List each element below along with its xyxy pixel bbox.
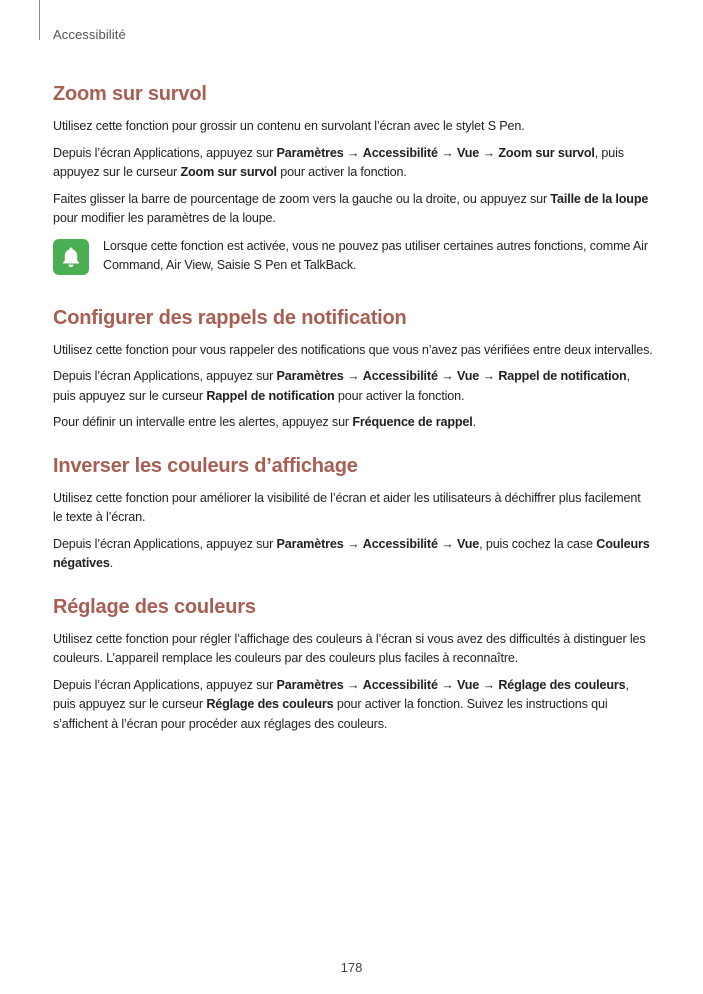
section-zoom-sur-survol xyxy=(53,83,653,277)
arrow: → xyxy=(343,536,363,551)
bold-text: Rappel de notification xyxy=(206,388,335,403)
arrow: → xyxy=(343,145,363,160)
paragraph xyxy=(53,413,653,433)
bold-text: Rappel de notification xyxy=(498,369,627,383)
text: Depuis l’écran Applications, appuyez sur xyxy=(53,536,277,551)
bold-text: Vue xyxy=(456,369,480,383)
bold-text: Fréquence de rappel xyxy=(352,415,473,429)
bold-text: Couleurs négatives xyxy=(53,536,650,570)
section-heading: Zoom sur survol xyxy=(53,83,207,105)
arrow: → xyxy=(437,145,457,160)
paragraph xyxy=(53,144,653,183)
section-inverser-couleurs xyxy=(53,455,653,574)
text: Depuis l’écran Applications, appuyez sur xyxy=(53,677,277,692)
paragraph: Utilisez cette fonction pour régler l’affichage des couleurs à l’écran si vous avez des difficultés à distinguer les couleurs. L’appareil remplace les couleurs par des couleurs plus faciles à reconnaître. xyxy=(53,631,646,665)
text: Depuis l’écran Applications, appuyez sur xyxy=(53,369,277,383)
text: . xyxy=(109,556,114,570)
bold-text: Accessibilité xyxy=(362,677,438,692)
paragraph xyxy=(53,367,653,406)
text: Depuis l’écran Applications, appuyez sur xyxy=(53,145,277,160)
page-number: 178 xyxy=(340,960,363,975)
arrow: → xyxy=(437,369,457,383)
paragraph: Utilisez cette fonction pour grossir un contenu en survolant l’écran avec le stylet S Pen. xyxy=(53,119,525,133)
text: , puis appuyez sur le curseur xyxy=(53,145,624,179)
page-content xyxy=(53,83,653,756)
bold-text: Zoom sur survol xyxy=(180,165,277,179)
bold-text: Accessibilité xyxy=(362,536,438,551)
text: pour modifier les paramètres de la loupe. xyxy=(53,211,276,225)
arrow: → xyxy=(343,369,363,383)
arrow: → xyxy=(437,536,457,551)
bold-text: Réglage des couleurs xyxy=(206,697,334,711)
arrow: → xyxy=(343,677,363,692)
text: Pour définir un intervalle entre les alertes, appuyez sur xyxy=(53,415,353,429)
section-heading: Inverser les couleurs d’affichage xyxy=(53,454,358,477)
arrow: → xyxy=(437,677,457,692)
bold-text: Paramètres xyxy=(276,677,344,692)
section-rappels-notification xyxy=(53,307,653,433)
text: , puis cochez la case xyxy=(479,536,597,551)
bold-text: Réglage des couleurs xyxy=(498,677,626,692)
bold-text: Paramètres xyxy=(276,536,344,551)
section-heading: Configurer des rappels de notification xyxy=(53,306,407,329)
bold-text: Taille de la loupe xyxy=(550,191,649,206)
text: , puis appuyez sur le curseur xyxy=(53,369,630,403)
paragraph xyxy=(53,190,653,229)
text: , puis appuyez sur le curseur xyxy=(53,677,629,711)
note-text: Lorsque cette fonction est activée, vous ne pouvez pas utiliser certaines autres fonctions, comme Air Command, Air View, Saisie S Pen et TalkBack. xyxy=(103,238,648,272)
bold-text: Vue xyxy=(456,536,480,551)
bold-text: Paramètres xyxy=(276,145,344,160)
bold-text: Zoom sur survol xyxy=(498,145,595,160)
page-header: Accessibilité xyxy=(53,27,126,42)
text: pour activer la fonction. Suivez les instructions qui s’affichent à l’écran pour procéder aux réglages des couleurs. xyxy=(53,697,608,731)
paragraph: Utilisez cette fonction pour améliorer la visibilité de l’écran et aider les utilisateurs à déchiffrer plus facilement le texte à l’écran. xyxy=(53,490,641,524)
bold-text: Vue xyxy=(456,145,480,160)
text: . xyxy=(472,415,476,429)
text: pour activer la fonction. xyxy=(334,388,465,403)
bell-icon xyxy=(53,239,89,275)
bold-text: Accessibilité xyxy=(362,145,438,160)
arrow: → xyxy=(479,145,499,160)
text: pour activer la fonction. xyxy=(276,165,407,179)
section-heading: Réglage des couleurs xyxy=(53,595,256,618)
bold-text: Accessibilité xyxy=(362,369,438,383)
section-reglage-couleurs xyxy=(53,596,653,735)
bold-text: Paramètres xyxy=(276,369,344,383)
paragraph xyxy=(53,676,653,735)
header-rule xyxy=(39,0,40,40)
arrow: → xyxy=(479,369,499,383)
bold-text: Vue xyxy=(456,677,480,692)
paragraph xyxy=(53,535,653,574)
arrow: → xyxy=(479,677,499,692)
text: Faites glisser la barre de pourcentage de zoom vers la gauche ou la droite, ou appuyez sur xyxy=(53,191,551,206)
note-box xyxy=(53,237,653,277)
paragraph: Utilisez cette fonction pour vous rappeler des notifications que vous n’avez pas vérifiées entre deux intervalles. xyxy=(53,342,653,357)
